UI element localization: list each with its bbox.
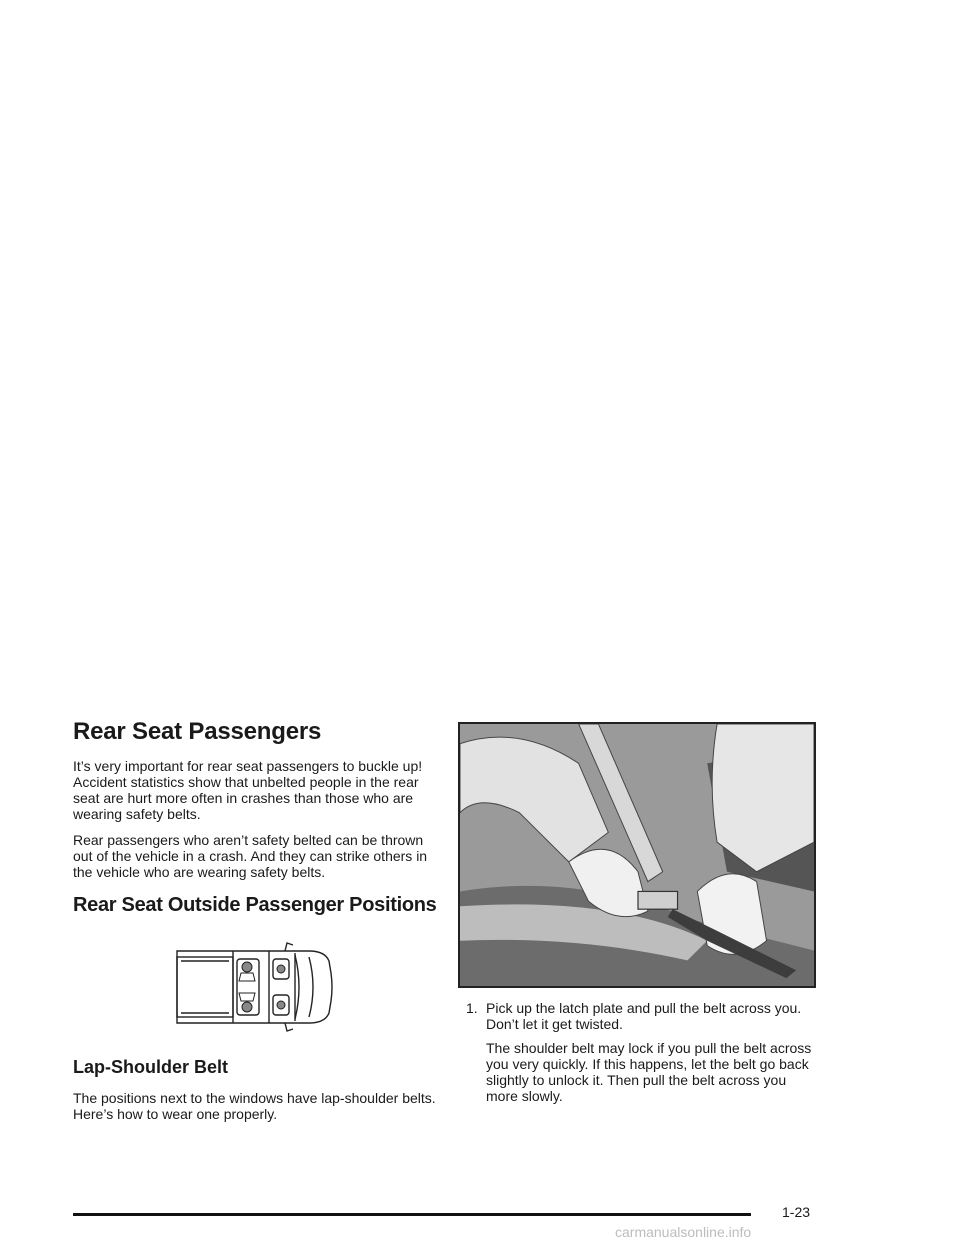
thrown-out-paragraph: Rear passengers who aren’t safety belted can be thrown out of the vehicle in a crash. And they can strike others in the vehicle who are wearing safety belts. xyxy=(73,832,428,880)
lap-shoulder-heading: Lap-Shoulder Belt xyxy=(73,1057,229,1077)
step-text: Pick up the latch plate and pull the belt across you. Don’t let it get twisted. xyxy=(486,1000,802,1032)
lap-shoulder-paragraph: The positions next to the windows have lap-shoulder belts. Here’s how to wear one properly. xyxy=(73,1090,436,1122)
section-heading: Rear Seat Passengers xyxy=(73,718,322,745)
watermark: carmanualsonline.info xyxy=(615,1224,752,1240)
vehicle-seating-diagram xyxy=(73,917,441,1057)
intro-paragraph: It’s very important for rear seat passengers to buckle up! Accident statistics show that unbelted people in the rear seat are hurt more often in crashes than those who are wearing safety belts. xyxy=(73,758,423,822)
step-number: 1. xyxy=(466,1000,478,1016)
left-column xyxy=(73,718,441,1132)
right-column xyxy=(458,722,818,1114)
subsection-heading: Rear Seat Outside Passenger Positions xyxy=(73,894,437,916)
footer-rule xyxy=(73,1213,751,1216)
page-number: 1-23 xyxy=(782,1204,811,1220)
step-1 xyxy=(458,1000,818,1032)
vehicle-top-view-icon xyxy=(73,917,441,1057)
step-note-paragraph: The shoulder belt may lock if you pull the belt across you very quickly. If this happens, let the belt go back slightly to unlock it. Then pull the belt across you more slowly. xyxy=(486,1040,812,1104)
buckle-photo-illustration xyxy=(458,722,816,988)
